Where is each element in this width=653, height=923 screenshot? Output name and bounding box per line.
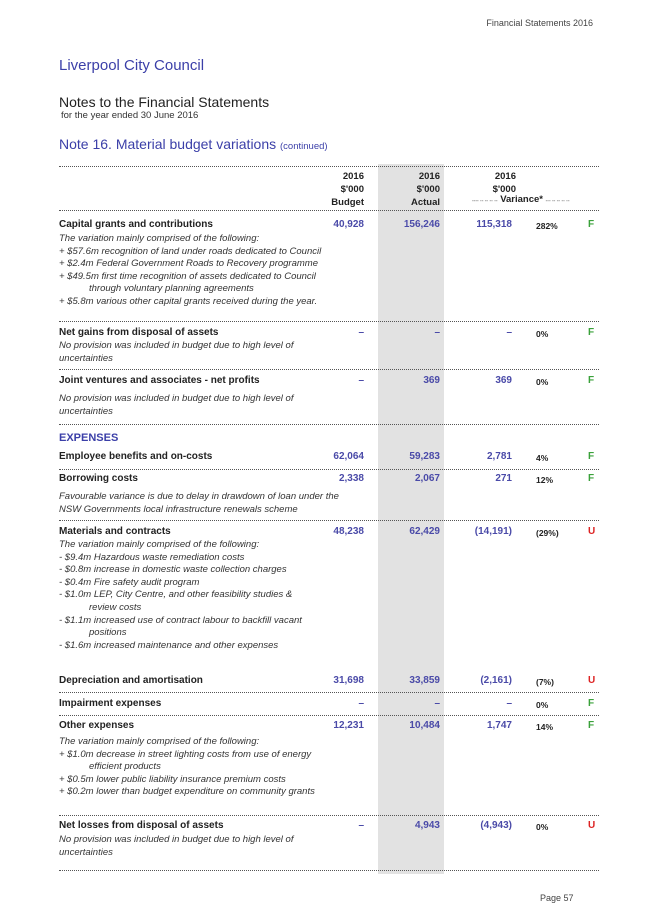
section-expenses: EXPENSES <box>59 432 119 444</box>
variance-value: 271 <box>495 473 512 484</box>
separator <box>59 692 599 693</box>
budget-value: – <box>358 375 364 386</box>
running-header: Financial Statements 2016 <box>486 18 593 28</box>
row-label: Other expenses <box>59 720 135 731</box>
description-line: uncertainties <box>59 846 113 858</box>
variance-flag: F <box>588 375 595 386</box>
variance-flag: F <box>588 698 595 709</box>
budget-unit: $'000 <box>340 184 364 195</box>
row-label: Joint ventures and associates - net profits <box>59 375 260 386</box>
description-line: efficient products <box>89 761 161 773</box>
variance-percent: 282% <box>536 221 558 231</box>
separator <box>59 210 599 211</box>
leader-dots: ---- -- -- -- -- <box>472 198 498 204</box>
description-line: No provision was included in budget due to high level of <box>59 834 294 845</box>
row-description <box>59 393 379 418</box>
budget-label: Budget <box>331 197 364 208</box>
actual-value: 2,067 <box>414 473 440 484</box>
variance-percent: (7%) <box>536 677 554 687</box>
actual-value: 62,429 <box>409 526 440 537</box>
actual-value: – <box>434 327 440 338</box>
row-description <box>59 340 379 365</box>
separator <box>59 520 599 521</box>
row-description <box>59 539 379 652</box>
variance-flag: U <box>588 820 596 831</box>
actual-value: 33,859 <box>409 675 440 686</box>
separator <box>59 369 599 370</box>
description-line: + $0.5m lower public liability insurance premium costs <box>59 773 286 785</box>
description-line: + $5.8m various other capital grants received during the year. <box>59 295 318 307</box>
variance-value: – <box>506 327 512 338</box>
budget-column-header <box>300 170 364 209</box>
variance-label: Variance* <box>500 194 543 205</box>
variance-value: 1,747 <box>486 720 512 731</box>
variance-flag: F <box>588 327 595 338</box>
separator <box>59 166 599 167</box>
variance-value: (2,161) <box>480 675 512 686</box>
description-line: - $0.8m increase in domestic waste collection charges <box>59 564 287 576</box>
row-label: Net losses from disposal of assets <box>59 820 224 831</box>
variance-percent: 12% <box>536 475 554 485</box>
budget-value: – <box>358 327 364 338</box>
row-description <box>59 834 379 859</box>
budget-value: – <box>358 698 364 709</box>
variance-percent: 0% <box>536 700 549 710</box>
notes-title: Notes to the Financial Statements <box>59 94 270 110</box>
row-description <box>59 491 379 516</box>
separator <box>59 870 599 871</box>
notes-subtitle: for the year ended 30 June 2016 <box>61 110 199 121</box>
description-line: positions <box>89 627 127 639</box>
separator <box>59 715 599 716</box>
actual-value: 369 <box>423 375 440 386</box>
budget-value: 12,231 <box>333 720 364 731</box>
variance-flag: F <box>588 473 595 484</box>
separator <box>59 815 599 816</box>
description-line: + $1.0m decrease in street lighting costs from use of energy <box>59 748 312 760</box>
actual-value: 4,943 <box>414 820 440 831</box>
actual-column-header <box>378 170 440 209</box>
variance-percent: 0% <box>536 377 549 387</box>
actual-year: 2016 <box>418 171 440 182</box>
actual-column-shading <box>378 164 444 874</box>
description-line: + $0.2m lower than budget expenditure on community grants <box>59 786 315 798</box>
note-title <box>59 136 328 152</box>
row-label: Net gains from disposal of assets <box>59 327 219 338</box>
variance-value: 369 <box>495 375 512 386</box>
actual-value: 10,484 <box>409 720 440 731</box>
description-line: - $1.6m increased maintenance and other expenses <box>59 639 279 651</box>
description-line: - $0.4m Fire safety audit program <box>59 576 200 588</box>
variance-value: – <box>506 698 512 709</box>
variance-value: (4,943) <box>480 820 512 831</box>
budget-value: – <box>358 820 364 831</box>
row-label: Employee benefits and on-costs <box>59 451 213 462</box>
variance-flag: U <box>588 675 596 686</box>
description-line: through voluntary planning agreements <box>89 283 254 295</box>
description-line: - $1.1m increased use of contract labour to backfill vacant <box>59 614 302 626</box>
budget-year: 2016 <box>342 171 364 182</box>
description-line: The variation mainly comprised of the following: <box>59 233 260 244</box>
variance-flag: F <box>588 219 595 230</box>
budget-value: 2,338 <box>338 473 364 484</box>
description-line: uncertainties <box>59 352 113 364</box>
description-line: + $2.4m Federal Government Roads to Recovery programme <box>59 258 318 270</box>
council-name: Liverpool City Council <box>59 57 205 74</box>
actual-value: 156,246 <box>403 219 440 230</box>
budget-value: 48,238 <box>333 526 364 537</box>
description-line: - $9.4m Hazardous waste remediation costs <box>59 551 245 563</box>
budget-value: 31,698 <box>333 675 364 686</box>
note-continued: (continued) <box>280 141 328 152</box>
description-line: - $1.0m LEP, City Centre, and other feasibility studies & <box>59 589 293 601</box>
actual-label: Actual <box>410 197 440 208</box>
note-title-text: Note 16. Material budget variations <box>59 136 277 152</box>
variance-unit: $'000 <box>492 184 516 195</box>
variance-value: (14,191) <box>474 526 512 537</box>
variance-value: 115,318 <box>476 219 512 230</box>
variance-percent: 4% <box>536 453 549 463</box>
description-line: No provision was included in budget due to high level of <box>59 393 294 404</box>
row-label: Borrowing costs <box>59 473 138 484</box>
variance-label-row <box>472 194 570 205</box>
budget-value: 62,064 <box>333 451 364 462</box>
variance-flag: F <box>588 451 595 462</box>
description-line: + $49.5m first time recognition of assets dedicated to Council <box>59 270 316 282</box>
variance-percent: 0% <box>536 329 549 339</box>
variance-percent: 0% <box>536 822 549 832</box>
description-line: The variation mainly comprised of the following: <box>59 736 260 747</box>
variance-value: 2,781 <box>486 451 512 462</box>
variance-percent: (29%) <box>536 528 559 538</box>
variance-column-header <box>470 170 516 196</box>
actual-value: 59,283 <box>409 451 440 462</box>
actual-value: – <box>434 698 440 709</box>
budget-value: 40,928 <box>333 219 364 230</box>
description-line: NSW Governments local infrastructure renewals scheme <box>59 503 298 515</box>
actual-unit: $'000 <box>416 184 440 195</box>
description-line: No provision was included in budget due to high level of <box>59 340 294 351</box>
variance-flag: F <box>588 720 595 731</box>
description-line: + $57.6m recognition of land under roads dedicated to Council <box>59 245 322 257</box>
description-line: Favourable variance is due to delay in drawdown of loan under the <box>59 491 339 502</box>
variance-percent: 14% <box>536 722 554 732</box>
variance-year: 2016 <box>494 171 516 182</box>
description-line: uncertainties <box>59 405 113 417</box>
row-description <box>59 233 379 309</box>
row-label: Depreciation and amortisation <box>59 675 203 686</box>
row-label: Impairment expenses <box>59 698 162 709</box>
separator <box>59 469 599 470</box>
leader-dots: --- -- -- -- -- <box>545 198 570 204</box>
row-description <box>59 736 379 799</box>
variance-flag: U <box>588 526 596 537</box>
separator <box>59 321 599 322</box>
page-number: Page 57 <box>540 893 574 903</box>
separator <box>59 424 599 425</box>
row-label: Capital grants and contributions <box>59 219 213 230</box>
description-line: review costs <box>89 601 142 613</box>
row-label: Materials and contracts <box>59 526 171 537</box>
description-line: The variation mainly comprised of the following: <box>59 539 260 550</box>
